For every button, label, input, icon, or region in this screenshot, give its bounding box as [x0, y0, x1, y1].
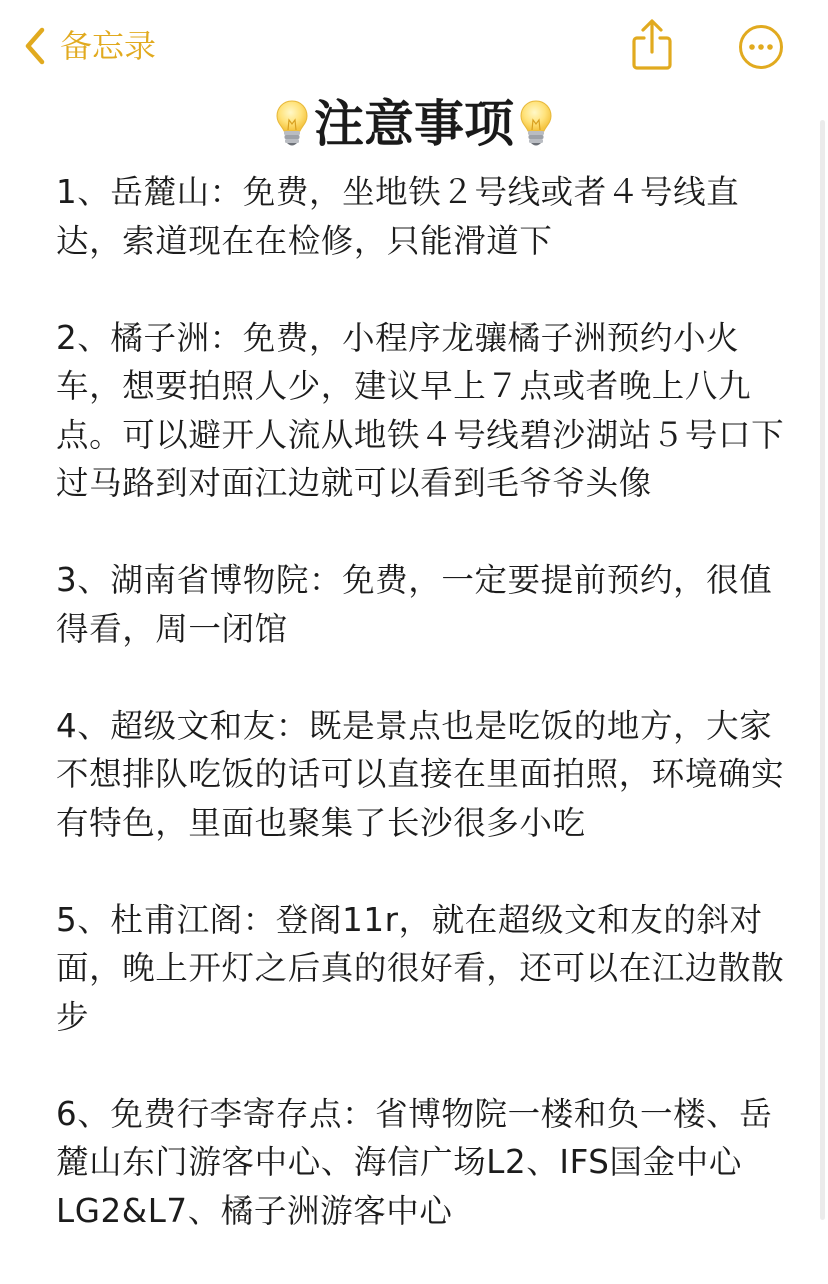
note-paragraph: 4、超级文和友：既是景点也是吃饭的地方，大家不想排队吃饭的话可以直接在里面拍照，环境确实有特色，里面也聚集了长沙很多小吃 [56, 706, 785, 842]
note-paragraph: 6、免费行李寄存点：省博物院一楼和负一楼、岳麓山东门游客中心、海信广场L2、IFS国金中心LG2&L7、橘子洲游客中心 [56, 1094, 773, 1230]
navigation-bar [0, 0, 828, 92]
note-title: 注意事项 [314, 95, 514, 153]
note-paragraph: 5、杜甫江阁：登阁11r，就在超级文和友的斜对面，晚上开灯之后真的很好看，还可以在江边散散步 [56, 900, 785, 1036]
lightbulb-icon [274, 98, 310, 150]
note-body[interactable] [56, 168, 786, 1284]
back-button[interactable] [24, 26, 156, 66]
scrollbar[interactable] [820, 120, 825, 1220]
note-paragraph: 2、橘子洲：免费，小程序龙骧橘子洲预约小火车，想要拍照人少，建议早上７点或者晚上八九点。可以避开人流从地铁４号线碧沙湖站５号口下过马路到对面江边就可以看到毛爷爷头像 [56, 318, 785, 502]
chevron-left-icon [24, 27, 46, 65]
share-button[interactable] [630, 18, 674, 72]
share-icon [630, 18, 674, 72]
more-button[interactable] [738, 24, 784, 70]
note-paragraph: 3、湖南省博物院：免费，一定要提前预约，很值得看，周一闭馆 [56, 561, 773, 648]
lightbulb-icon [518, 98, 554, 150]
back-label: 备忘录 [60, 27, 157, 65]
note-title-row [0, 92, 828, 156]
more-icon [738, 24, 784, 70]
note-paragraph: 1、岳麓山：免费，坐地铁２号线或者４号线直达，索道现在在检修，只能滑道下 [56, 173, 740, 260]
